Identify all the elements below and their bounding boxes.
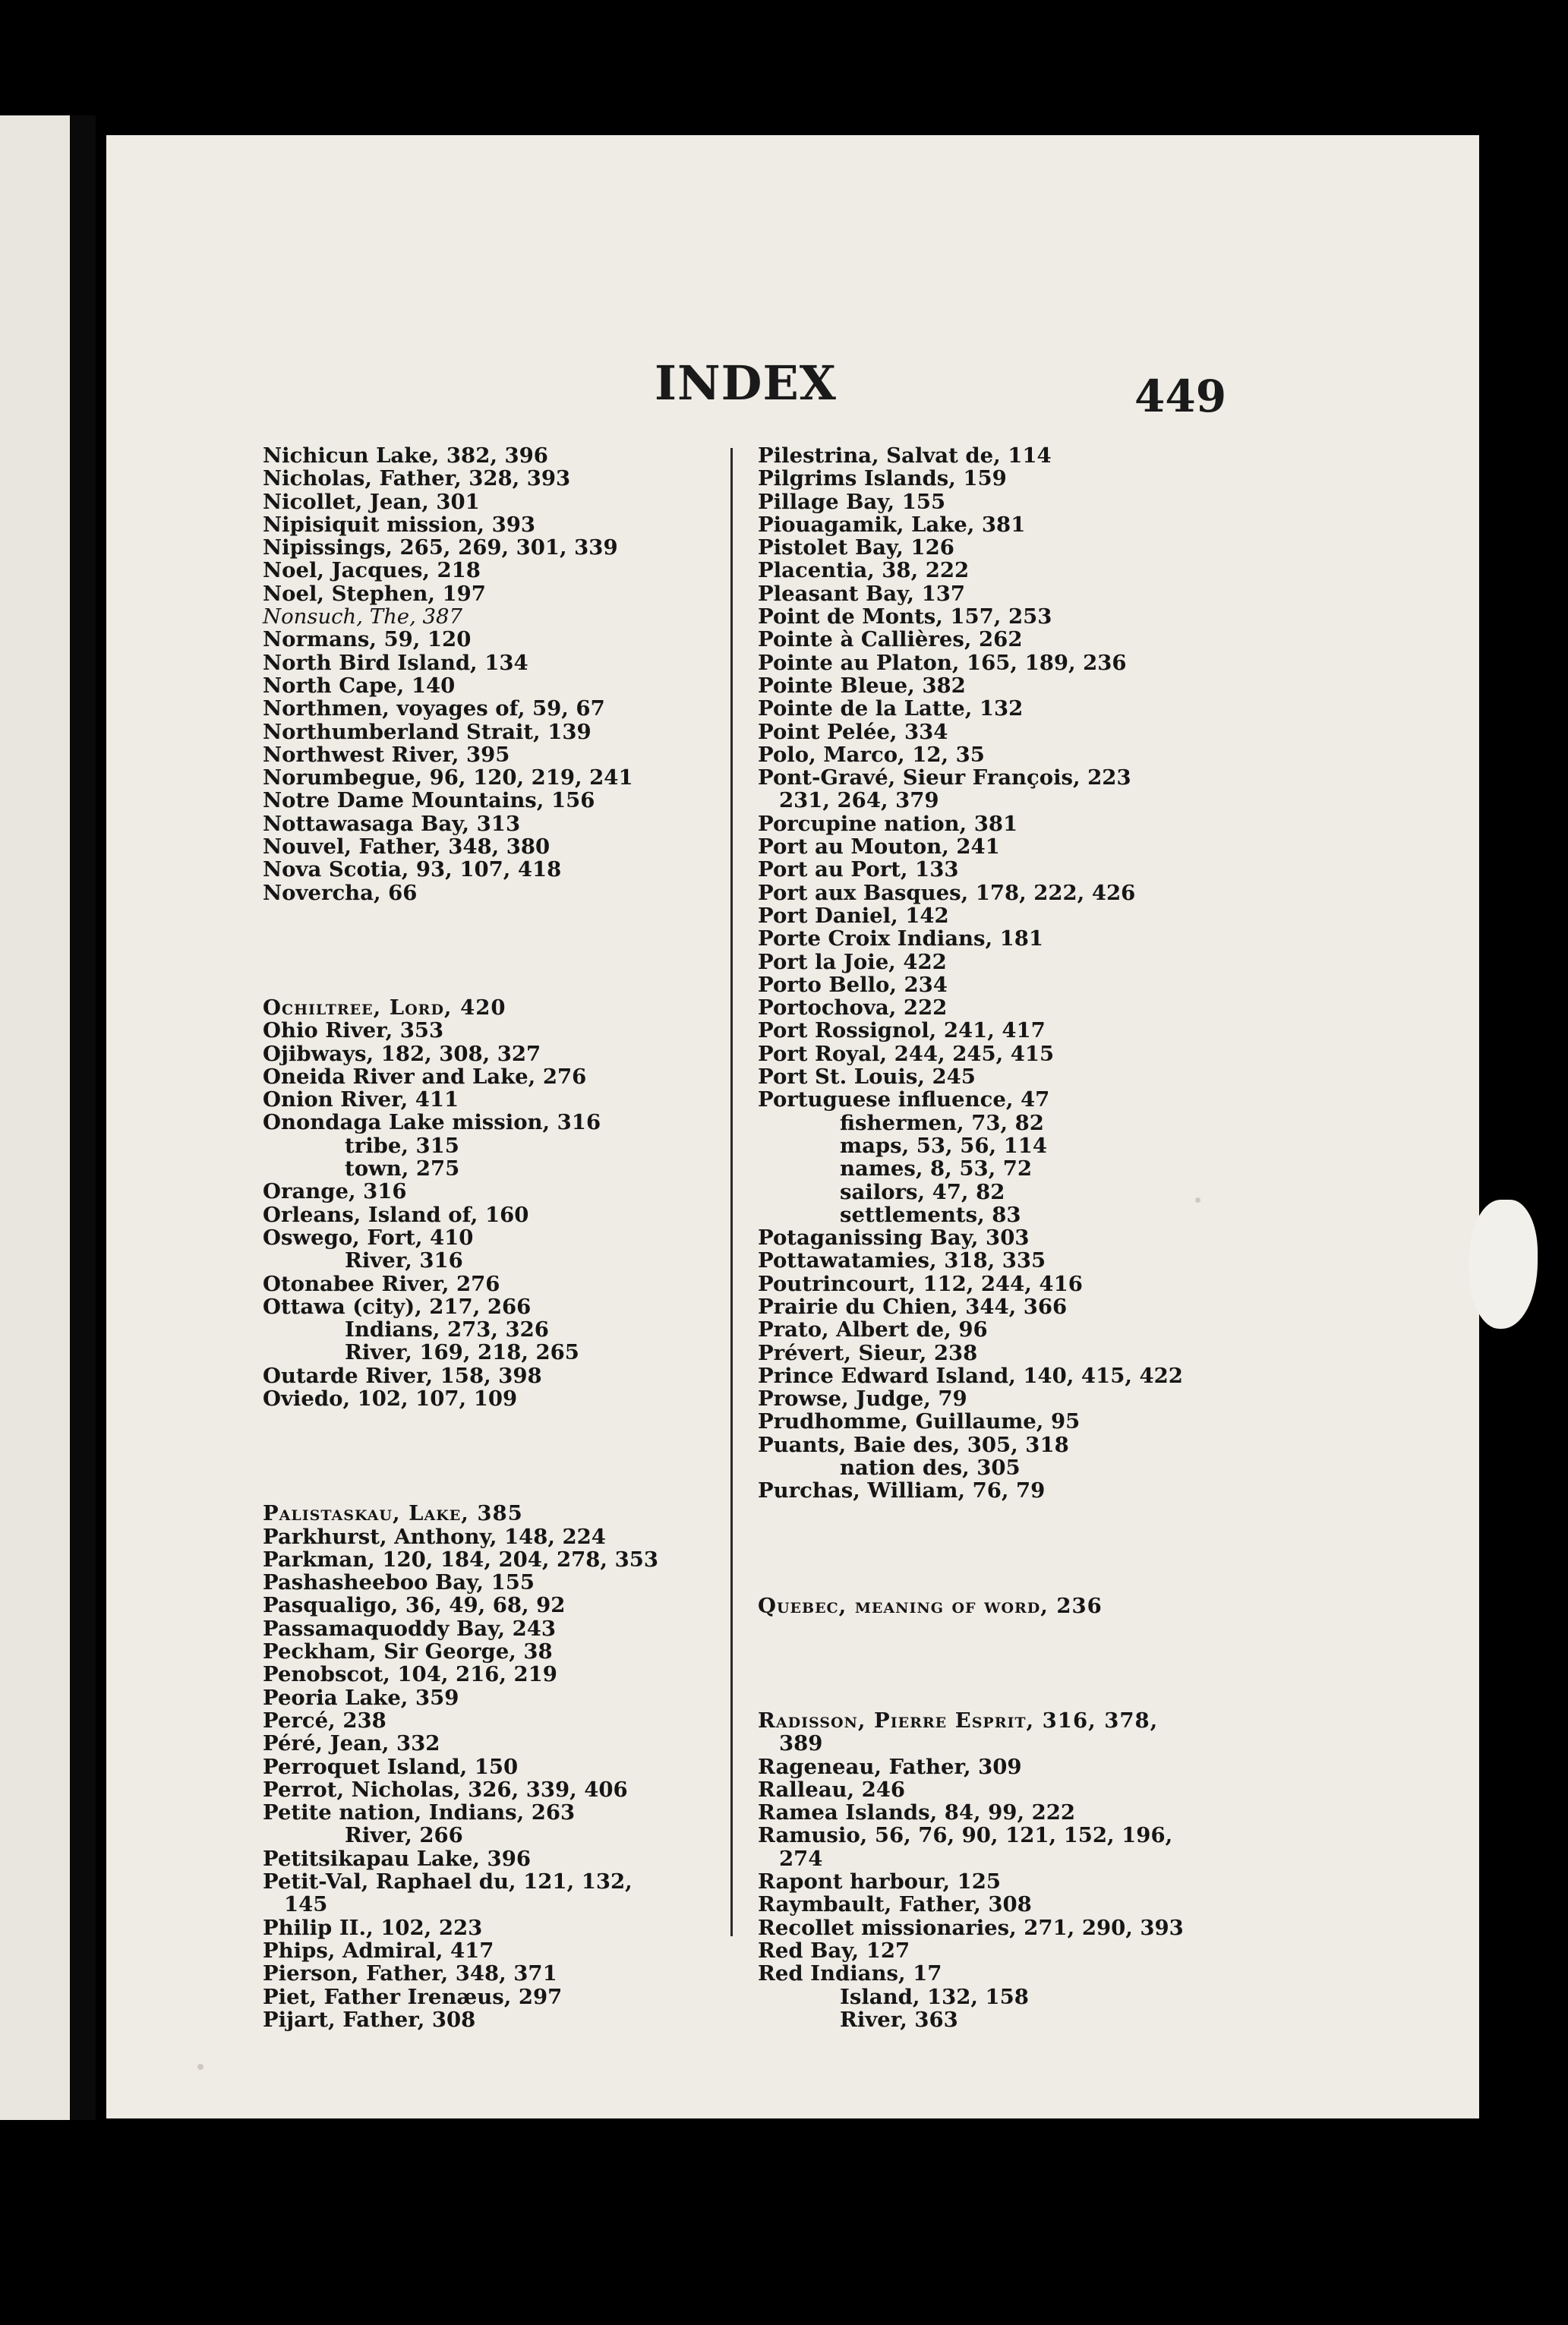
- index-entry: Red Bay, 127: [758, 1938, 910, 1963]
- paper-blemish: [1469, 1200, 1538, 1329]
- index-entry: Pointe à Callières, 262: [758, 627, 1023, 652]
- index-entry: Point de Monts, 157, 253: [758, 604, 1052, 629]
- index-entry: Nichicun Lake, 382, 396: [263, 443, 548, 468]
- page-number: 449: [1134, 371, 1227, 422]
- index-entry: Petite nation, Indians, 263: [263, 1800, 576, 1825]
- index-entry: Oneida River and Lake, 276: [263, 1064, 587, 1089]
- index-entry: Nova Scotia, 93, 107, 418: [263, 857, 562, 882]
- index-entry: Pistolet Bay, 126: [758, 535, 954, 560]
- index-continuation: 231, 264, 379: [779, 788, 939, 813]
- index-entry: Pleasant Bay, 137: [758, 581, 965, 606]
- index-entry: Orange, 316: [263, 1179, 407, 1204]
- index-entry: Prudhomme, Guillaume, 95: [758, 1409, 1081, 1434]
- index-entry: Novercha, 66: [263, 880, 418, 905]
- index-entry: Nouvel, Father, 348, 380: [263, 834, 551, 860]
- index-entry: Port Rossignol, 241, 417: [758, 1018, 1046, 1043]
- index-entry: Normans, 59, 120: [263, 627, 472, 652]
- index-entry: Noel, Jacques, 218: [263, 558, 481, 583]
- index-entry: Purchas, William, 76, 79: [758, 1478, 1046, 1503]
- index-entry: Ohio River, 353: [263, 1018, 444, 1043]
- index-entry: Petit-Val, Raphael du, 121, 132,: [263, 1869, 633, 1894]
- index-subentry: town, 275: [345, 1156, 460, 1181]
- index-entry: Onondaga Lake mission, 316: [263, 1110, 601, 1135]
- index-entry: Pijart, Father, 308: [263, 2007, 476, 2032]
- index-entry: Prato, Albert de, 96: [758, 1317, 988, 1342]
- index-entry: Pashasheeboo Bay, 155: [263, 1570, 535, 1595]
- index-continuation: 389: [779, 1731, 823, 1756]
- index-column-left: [263, 444, 715, 2031]
- index-entry: Northumberland Strait, 139: [263, 719, 592, 744]
- index-entry: Philip II., 102, 223: [263, 1915, 483, 1940]
- index-subentry: River, 363: [840, 2007, 958, 2032]
- index-entry: Northwest River, 395: [263, 742, 510, 767]
- index-entry: Ramea Islands, 84, 99, 222: [758, 1800, 1075, 1825]
- index-entry: Notre Dame Mountains, 156: [263, 788, 595, 813]
- index-entry: Noel, Stephen, 197: [263, 581, 486, 606]
- index-subentry: maps, 53, 56, 114: [840, 1133, 1048, 1158]
- index-entry: Ottawa (city), 217, 266: [263, 1294, 532, 1319]
- index-entry: Nipissings, 265, 269, 301, 339: [263, 535, 618, 560]
- index-subentry: settlements, 83: [840, 1202, 1021, 1227]
- index-entry: Penobscot, 104, 216, 219: [263, 1662, 557, 1687]
- index-entry: Recollet missionaries, 271, 290, 393: [758, 1915, 1184, 1940]
- index-entry: North Bird Island, 134: [263, 650, 528, 675]
- index-entry: Ojibways, 182, 308, 327: [263, 1041, 541, 1066]
- index-entry: Nonsuch, The, 387: [263, 604, 463, 629]
- paper-speck: [197, 2064, 203, 2070]
- index-entry: Potaganissing Bay, 303: [758, 1226, 1030, 1251]
- index-entry: Péré, Jean, 332: [263, 1731, 440, 1756]
- column-divider: [730, 448, 733, 1936]
- index-entry: Pottawatamies, 318, 335: [758, 1248, 1046, 1273]
- index-entry: Ramusio, 56, 76, 90, 121, 152, 196,: [758, 1823, 1173, 1848]
- index-entry: Parkhurst, Anthony, 148, 224: [263, 1524, 606, 1549]
- index-entry: Nipisiquit mission, 393: [263, 512, 535, 537]
- index-entry: Placentia, 38, 222: [758, 558, 970, 583]
- index-entry: Pointe de la Latte, 132: [758, 696, 1024, 721]
- index-entry: Ralleau, 246: [758, 1777, 906, 1802]
- index-entry: Raymbault, Father, 308: [758, 1892, 1032, 1917]
- section-gap: [263, 1410, 715, 1502]
- index-entry: Northmen, voyages of, 59, 67: [263, 696, 605, 721]
- index-entry: Portuguese influence, 47: [758, 1087, 1050, 1112]
- index-entry: Porto Bello, 234: [758, 972, 948, 997]
- index-entry: Quebec, meaning of word, 236: [758, 1593, 1103, 1618]
- index-entry: Piouagamik, Lake, 381: [758, 512, 1026, 537]
- index-entry: Port St. Louis, 245: [758, 1065, 976, 1090]
- index-subentry: fishermen, 73, 82: [840, 1110, 1044, 1135]
- index-entry: Palistaskau, Lake, 385: [263, 1501, 523, 1526]
- adjacent-page-edge: [0, 115, 70, 2120]
- section-gap: [263, 904, 715, 996]
- index-entry: Pilestrina, Salvat de, 114: [758, 443, 1052, 468]
- index-subentry: River, 169, 218, 265: [345, 1340, 579, 1365]
- index-entry: Port Royal, 244, 245, 415: [758, 1041, 1055, 1066]
- index-entry: Pointe au Platon, 165, 189, 236: [758, 650, 1127, 675]
- index-subentry: Island, 132, 158: [840, 1984, 1029, 2009]
- index-entry: Port aux Basques, 178, 222, 426: [758, 880, 1136, 905]
- index-entry: Prowse, Judge, 79: [758, 1386, 967, 1412]
- index-subentry: River, 316: [345, 1248, 463, 1273]
- index-subentry: nation des, 305: [840, 1456, 1021, 1481]
- index-entry: Peckham, Sir George, 38: [263, 1639, 553, 1664]
- index-entry: Oswego, Fort, 410: [263, 1225, 474, 1250]
- index-subentry: tribe, 315: [345, 1133, 459, 1158]
- index-entry: Parkman, 120, 184, 204, 278, 353: [263, 1547, 658, 1572]
- index-entry: Port Daniel, 142: [758, 903, 949, 928]
- index-entry: Prévert, Sieur, 238: [758, 1340, 978, 1365]
- index-entry: Phips, Admiral, 417: [263, 1938, 494, 1963]
- index-entry: Nicollet, Jean, 301: [263, 489, 480, 514]
- index-entry: Port la Joie, 422: [758, 949, 947, 974]
- index-entry: Polo, Marco, 12, 35: [758, 742, 985, 767]
- index-continuation: 274: [779, 1846, 823, 1871]
- index-entry: Radisson, Pierre Esprit, 316, 378,: [758, 1708, 1159, 1733]
- index-entry: Perroquet Island, 150: [263, 1754, 519, 1779]
- index-entry: Peoria Lake, 359: [263, 1685, 459, 1710]
- index-continuation: 145: [284, 1892, 328, 1917]
- index-entry: Port au Port, 133: [758, 857, 959, 882]
- section-gap: [758, 1617, 1244, 1709]
- section-gap: [758, 1503, 1244, 1595]
- index-entry: Pillage Bay, 155: [758, 489, 946, 514]
- index-entry: Nottawasaga Bay, 313: [263, 811, 521, 836]
- index-entry: Ochiltree, Lord, 420: [263, 995, 506, 1020]
- index-entry: Porte Croix Indians, 181: [758, 926, 1044, 951]
- index-subentry: River, 266: [345, 1823, 463, 1848]
- index-entry: Piet, Father Irenæus, 297: [263, 1984, 563, 2009]
- index-entry: Point Pelée, 334: [758, 719, 948, 744]
- index-entry: Orleans, Island of, 160: [263, 1202, 529, 1227]
- index-subentry: names, 8, 53, 72: [840, 1156, 1033, 1181]
- index-column-right: [758, 444, 1244, 2031]
- index-entry: Poutrincourt, 112, 244, 416: [758, 1271, 1083, 1296]
- index-entry: Prince Edward Island, 140, 415, 422: [758, 1363, 1183, 1388]
- index-entry: Petitsikapau Lake, 396: [263, 1846, 531, 1871]
- index-entry: Porcupine nation, 381: [758, 811, 1018, 836]
- index-entry: Otonabee River, 276: [263, 1271, 500, 1296]
- book-gutter-shadow: [70, 115, 96, 2120]
- index-entry: Prairie du Chien, 344, 366: [758, 1294, 1068, 1319]
- index-entry: Norumbegue, 96, 120, 219, 241: [263, 765, 633, 790]
- index-entry: Onion River, 411: [263, 1087, 459, 1112]
- index-subentry: Indians, 273, 326: [345, 1317, 549, 1342]
- page-title: INDEX: [655, 355, 837, 411]
- index-entry: Port au Mouton, 241: [758, 834, 1000, 860]
- index-subentry: sailors, 47, 82: [840, 1179, 1005, 1204]
- index-entry: Perrot, Nicholas, 326, 339, 406: [263, 1777, 628, 1802]
- index-entry: Pasqualigo, 36, 49, 68, 92: [263, 1593, 566, 1618]
- index-entry: Red Indians, 17: [758, 1961, 942, 1986]
- index-entry: Percé, 238: [263, 1708, 386, 1733]
- index-entry: Nicholas, Father, 328, 393: [263, 466, 571, 491]
- index-entry: Portochova, 222: [758, 995, 948, 1021]
- index-entry: Outarde River, 158, 398: [263, 1363, 542, 1388]
- index-entry: Pilgrims Islands, 159: [758, 466, 1007, 491]
- index-entry: North Cape, 140: [263, 673, 456, 698]
- index-entry: Rapont harbour, 125: [758, 1869, 1002, 1894]
- index-entry: Puants, Baie des, 305, 318: [758, 1432, 1069, 1457]
- index-entry: Oviedo, 102, 107, 109: [263, 1386, 518, 1411]
- index-entry: Passamaquoddy Bay, 243: [263, 1616, 556, 1641]
- index-entry: Pierson, Father, 348, 371: [263, 1961, 557, 1986]
- index-entry: Pointe Bleue, 382: [758, 673, 966, 698]
- index-entry: Pont-Gravé, Sieur François, 223: [758, 765, 1131, 790]
- index-entry: Rageneau, Father, 309: [758, 1754, 1022, 1779]
